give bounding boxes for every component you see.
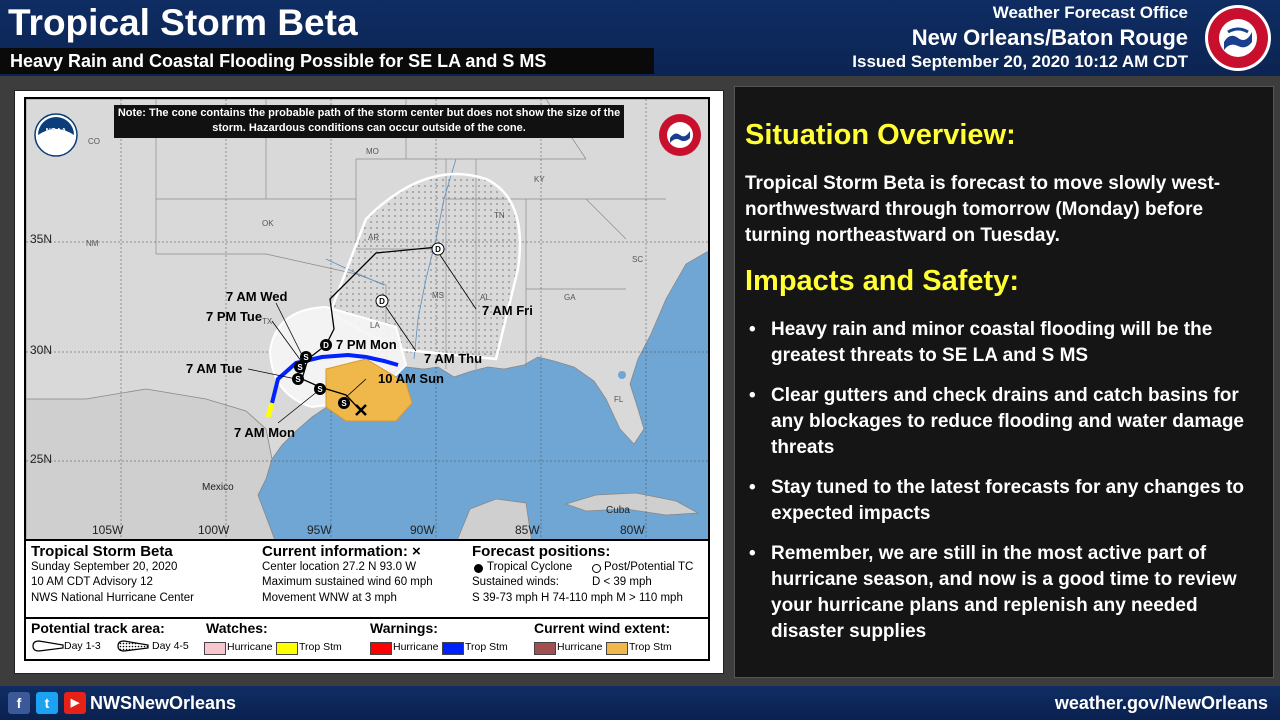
impact-item: • Stay tuned to the latest forecasts for any changes to expected impacts [745, 475, 1265, 527]
day13-label: Day 1-3 [64, 640, 101, 652]
office-name: New Orleans/Baton Rouge [911, 25, 1188, 50]
watch-hurricane-label: Hurricane [227, 641, 273, 653]
wind-scale: S 39-73 mph H 74-110 mph M > 110 mph [472, 592, 683, 604]
watch-trop-label: Trop Stm [299, 641, 342, 653]
state-label: AR [368, 233, 380, 242]
wind-trop-label: Trop Stm [629, 641, 672, 653]
impacts-heading: Impacts and Safety: [745, 265, 1019, 297]
forecast-label: 7 AM Fri [482, 303, 533, 318]
legend-storm-name: Tropical Storm Beta [31, 543, 173, 560]
forecast-label: 7 AM Thu [424, 351, 483, 366]
point-letter: S [297, 363, 303, 372]
state-label: OK [262, 219, 274, 228]
map-legend [24, 541, 710, 661]
warn-trop-label: Trop Stm [465, 641, 508, 653]
info-panel [734, 86, 1274, 678]
lon-label: 90W [410, 523, 435, 537]
legend-date: Sunday September 20, 2020 [31, 561, 178, 573]
mexico-label: Mexico [202, 482, 234, 493]
lon-label: 95W [307, 523, 332, 537]
cone-note: Note: The cone contains the probable path of the storm center but does not show the size of the storm. Hazardous conditions can occur outside of the cone. [114, 105, 624, 138]
state-label: SC [632, 255, 644, 264]
forecast-label: 10 AM Sun [378, 371, 444, 386]
state-label: NM [86, 239, 99, 248]
day45-cone-icon [116, 639, 150, 653]
watch-trop-swatch [276, 642, 298, 655]
office-label: Weather Forecast Office [992, 3, 1188, 22]
d-definition: D < 39 mph [592, 576, 652, 588]
track-area-title: Potential track area: [31, 620, 165, 636]
point-letter: D [435, 245, 441, 254]
state-label: MS [432, 291, 444, 300]
lat-label: 30N [30, 343, 53, 357]
tropical-cyclone-icon [474, 564, 483, 573]
lake [618, 371, 626, 379]
lon-label: 105W [92, 523, 124, 537]
current-info-title: Current information: × [262, 543, 421, 560]
forecast-label: 7 PM Tue [206, 309, 263, 324]
website-link[interactable]: weather.gov/NewOrleans [1054, 693, 1268, 713]
issued-timestamp: Issued September 20, 2020 10:12 AM CDT [852, 52, 1188, 71]
impact-item: • Heavy rain and minor coastal flooding will be the greatest threats to SE LA and S MS [745, 317, 1265, 369]
point-letter: S [341, 399, 347, 408]
state-label: FL [614, 395, 624, 404]
track-map [24, 97, 710, 541]
center-location: Center location 27.2 N 93.0 W [262, 561, 417, 573]
state-label: AL [480, 293, 490, 302]
watch-hurricane-swatch [204, 642, 226, 655]
cuba-label: Cuba [606, 505, 630, 516]
legend-advisory: 10 AM CDT Advisory 12 [31, 576, 153, 588]
state-label: CO [88, 137, 100, 146]
svg-text:NOAA: NOAA [45, 128, 67, 135]
social-handle[interactable]: NWSNewOrleans [90, 693, 237, 713]
day13-cone-icon [31, 639, 65, 653]
state-label: GA [564, 293, 576, 302]
forecast-label: 7 AM Wed [226, 289, 288, 304]
impacts-list [745, 317, 1265, 659]
wind-extent-title: Current wind extent: [534, 620, 671, 636]
nws-small-logo-icon [658, 113, 702, 157]
point-letter: S [295, 375, 301, 384]
wind-hurricane-label: Hurricane [557, 641, 603, 653]
state-label: TX [262, 317, 273, 326]
overview-heading: Situation Overview: [745, 119, 1016, 151]
impact-item: • Clear gutters and check drains and catch basins for any blockages to reduce flooding and water damage threats [745, 383, 1265, 461]
twitter-icon[interactable]: t [36, 692, 58, 714]
mexico-land [26, 389, 276, 541]
warn-hurricane-label: Hurricane [393, 641, 439, 653]
lon-label: 85W [515, 523, 540, 537]
lat-label: 25N [30, 452, 53, 466]
forecast-label: 7 AM Tue [186, 361, 243, 376]
max-wind: Maximum sustained wind 60 mph [262, 576, 433, 588]
watches-title: Watches: [206, 620, 268, 636]
lat-label: 35N [30, 232, 53, 246]
youtube-icon[interactable]: ▶ [64, 692, 86, 714]
impact-item: • Remember, we are still in the most active part of hurricane season, and now is a good time to review your hurricane plans and replenish any needed disaster supplies [745, 541, 1265, 645]
tropical-cyclone-label: Tropical Cyclone [487, 561, 573, 573]
point-letter: S [303, 353, 309, 362]
lon-label: 100W [198, 523, 230, 537]
wind-trop-swatch [606, 642, 628, 655]
point-letter: D [323, 341, 329, 350]
point-letter: S [317, 385, 323, 394]
legend-divider [26, 617, 708, 619]
page-title: Tropical Storm Beta [8, 2, 358, 43]
facebook-icon[interactable]: f [8, 692, 30, 714]
sustained-winds-label: Sustained winds: [472, 576, 559, 588]
forecast-label: 7 AM Mon [234, 425, 295, 440]
day45-label: Day 4-5 [152, 640, 189, 652]
forecast-positions-title: Forecast positions: [472, 543, 611, 560]
legend-center: NWS National Hurricane Center [31, 592, 194, 604]
forecast-label: 7 PM Mon [336, 337, 397, 352]
state-label: TN [494, 211, 505, 220]
warn-hurricane-swatch [370, 642, 392, 655]
post-tc-icon [592, 564, 601, 573]
overview-text: Tropical Storm Beta is forecast to move slowly west-northwestward through tomorrow (Monday) before turning northeastward on Tuesday. [745, 173, 1221, 246]
page-subtitle: Heavy Rain and Coastal Flooding Possible for SE LA and S MS [10, 51, 547, 71]
map-drawing [26, 99, 710, 541]
point-letter: D [379, 297, 385, 306]
lon-label: 80W [620, 523, 645, 537]
state-label: MO [366, 147, 379, 156]
state-label: LA [370, 321, 380, 330]
movement: Movement WNW at 3 mph [262, 592, 397, 604]
wind-hurricane-swatch [534, 642, 556, 655]
noaa-logo-icon [34, 113, 78, 157]
warnings-title: Warnings: [370, 620, 438, 636]
nws-logo-icon [1204, 4, 1272, 72]
warn-trop-swatch [442, 642, 464, 655]
state-label: KY [534, 175, 545, 184]
post-tc-label: Post/Potential TC [604, 561, 694, 573]
